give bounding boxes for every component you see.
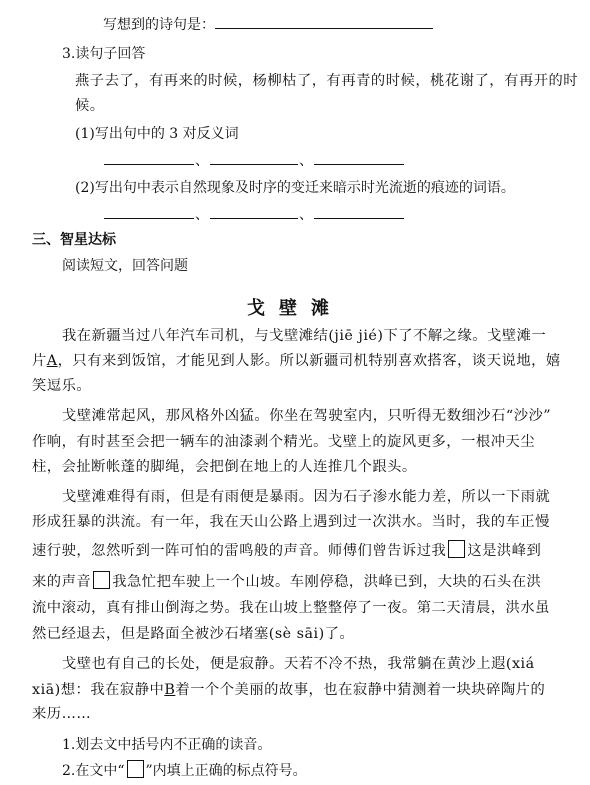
phrase-blank-1[interactable] — [104, 204, 194, 219]
q3-heading: 3.读句子回答 — [62, 46, 146, 62]
passage-line: 来历…… — [32, 706, 92, 722]
poem-answer-label: 写想到的诗句是： — [103, 17, 215, 33]
passage-line — [32, 680, 545, 700]
passage-line: 我在新疆当过八年汽车司机，与戈壁滩结(jiē jié)下了不解之缘。戈壁滩一 — [62, 328, 547, 344]
phrase-blank-3[interactable] — [314, 204, 404, 219]
q3-sub2-answer-row — [104, 204, 404, 225]
q3-sub1-answer-row — [104, 150, 404, 171]
punctuation-box[interactable] — [93, 571, 110, 589]
blank-mark-b: B — [164, 682, 176, 698]
q3-sentence-line2: 候。 — [75, 98, 105, 114]
separator: 、 — [299, 153, 313, 169]
passage-line: 戈壁滩常起风，那风格外凶猛。你坐在驾驶室内，只听得无数细沙石“沙沙” — [62, 408, 552, 424]
question-2-text: 2.在文中“ — [62, 763, 125, 779]
passage-line — [32, 351, 561, 371]
q3-sub2: (2)写出句中表示自然现象及时序的变迁来暗示时光流逝的痕迹的词语。 — [75, 180, 515, 196]
passage-title: 戈壁滩 — [247, 298, 343, 319]
poem-answer-blank[interactable] — [215, 14, 433, 29]
question-2 — [62, 760, 307, 781]
poem-answer-row — [103, 14, 433, 35]
punctuation-box[interactable] — [448, 540, 465, 558]
passage-line: 流中滚动，真有排山倒海之势。我在山坡上整整停了一夜。第二天清晨，洪水虽 — [32, 600, 550, 616]
passage-line: 戈壁也有自己的长处，便是寂静。天若不冷不热，我常躺在黄沙上遐(xiá — [62, 656, 535, 672]
punctuation-box[interactable] — [127, 760, 144, 778]
passage-line: 作响，有时甚至会把一辆车的油漆剥个精光。戈壁上的旋风更多，一根冲天尘 — [32, 434, 536, 450]
q3-sub1: (1)写出句中的 3 对反义词 — [75, 126, 239, 142]
passage-text: 我急忙把车驶上一个山坡。车刚停稳，洪峰已到，大块的石头在洪 — [112, 574, 542, 590]
q3-sentence-line1: 燕子去了，有再来的时候，杨柳枯了，有再青的时候，桃花谢了，有再开的时 — [75, 73, 579, 89]
passage-text: 来的声音 — [32, 574, 92, 590]
antonym-blank-2[interactable] — [210, 150, 298, 165]
passage-line: 笑逗乐。 — [32, 378, 92, 394]
passage-text: ，只有来到饭馆，才能见到人影。所以新疆司机特别喜欢搭客，谈天说地，嬉 — [57, 353, 561, 369]
separator: 、 — [195, 153, 209, 169]
section-heading: 三、智星达标 — [32, 232, 116, 248]
passage-text: 着一个个美丽的故事，也在寂静中猜测着一块块碎陶片的 — [175, 682, 546, 698]
passage-text: 速行驶，忽然听到一阵可怕的雷鸣般的声音。师傅们曾告诉过我 — [32, 543, 447, 559]
passage-line: 戈壁滩难得有雨，但是有雨便是暴雨。因为石子渗水能力差，所以一下雨就 — [62, 489, 551, 505]
reading-instruction: 阅读短文，回答问题 — [62, 258, 188, 274]
passage-line — [32, 540, 541, 561]
passage-line: 形成狂暴的洪流。有一年，我在天山公路上遇到过一次洪水。当时，我的车正慢 — [32, 514, 550, 530]
passage-text: 片 — [32, 353, 47, 369]
passage-text: xiā)想：我在寂静中 — [32, 682, 165, 698]
phrase-blank-2[interactable] — [210, 204, 298, 219]
passage-line — [32, 571, 541, 592]
passage-line: 柱，会扯断帐蓬的脚绳，会把倒在地上的人连推几个跟头。 — [32, 459, 417, 475]
blank-mark-a: A — [46, 353, 58, 369]
passage-text: 这是洪峰到 — [467, 543, 542, 559]
antonym-blank-3[interactable] — [314, 150, 404, 165]
passage-line: 然已经退去，但是路面全被沙石堵塞(sè sāi)了。 — [32, 626, 355, 642]
question-2-text: ”内填上正确的标点符号。 — [145, 763, 307, 779]
separator: 、 — [299, 207, 313, 223]
antonym-blank-1[interactable] — [104, 150, 194, 165]
separator: 、 — [195, 207, 209, 223]
question-1: 1.划去文中括号内不正确的读音。 — [62, 737, 272, 753]
